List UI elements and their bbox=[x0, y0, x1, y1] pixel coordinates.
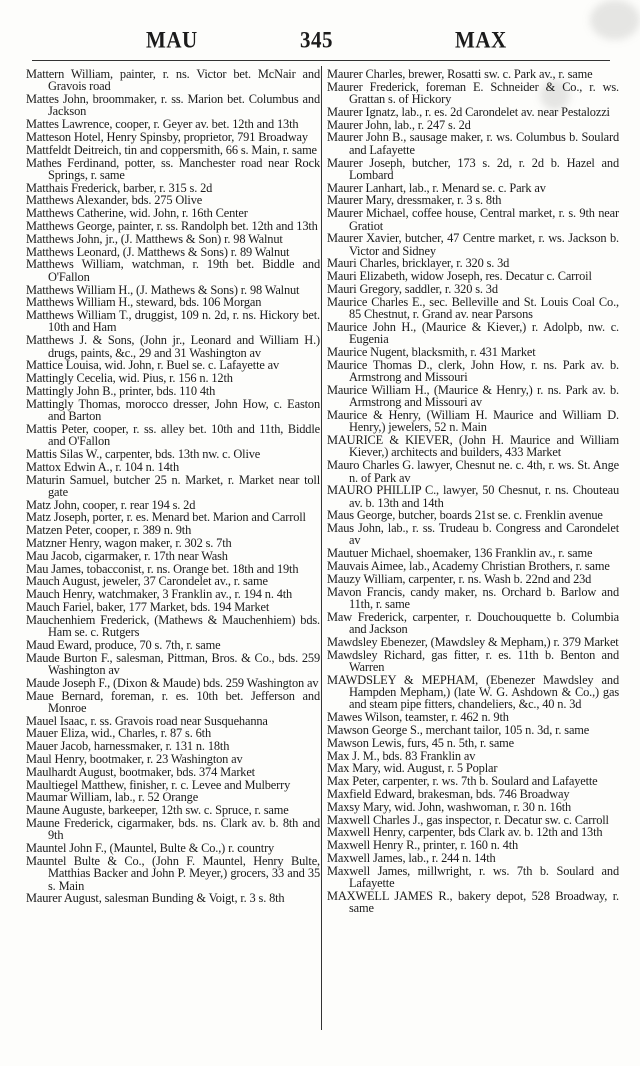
directory-entry: Maxwell James, millwright, r. ws. 7th b. Soulard and Lafayette bbox=[327, 863, 619, 890]
directory-entry: Matthews George, painter, r. ss. Randolph bet. 12th and 13th bbox=[26, 219, 318, 234]
directory-entry: Maune Frederick, cigarmaker, bds. ns. Clark av. b. 8th and 9th bbox=[26, 816, 320, 843]
directory-entry: Maurer Ignatz, lab., r. es. 2d Carondelet av. near Pestalozzi bbox=[327, 104, 610, 119]
directory-entry: Maxfield Edward, brakesman, bds. 746 Broadway bbox=[327, 786, 570, 801]
directory-entry: Mauvais Aimee, lab., Academy Christian Brothers, r. same bbox=[327, 559, 610, 574]
directory-entry: Maune Auguste, barkeeper, 12th sw. c. Spruce, r. same bbox=[26, 803, 289, 818]
directory-entry: Mattes Lawrence, cooper, r. Geyer av. bet. 12th and 13th bbox=[26, 117, 299, 132]
directory-entry: Mauzy William, carpenter, r. ns. Wash b. 22nd and 23d bbox=[327, 571, 592, 586]
directory-entry: Mauch August, jeweler, 37 Carondelet av., r. same bbox=[26, 574, 268, 589]
directory-entry: Maurice William H., (Maurice & Henry,) r. ns. Park av. b. Armstrong and Missouri av bbox=[327, 382, 619, 410]
directory-entry: MAXWELL JAMES R., bakery depot, 528 Broadway, r. same bbox=[327, 888, 619, 916]
directory-entry: Maxwell James, lab., r. 244 n. 14th bbox=[327, 850, 496, 865]
directory-entry: Maurice John H., (Maurice & Kiever,) r. Adolpb, nw. c. Eugenia bbox=[327, 319, 619, 347]
directory-entry: Mawdsley Richard, gas fitter, r. es. 11th b. Benton and Warren bbox=[327, 647, 619, 674]
directory-entry: Mavon Francis, candy maker, ns. Orchard b. Barlow and 11th, r. same bbox=[327, 584, 619, 611]
directory-entry: Maurer John B., sausage maker, r. ws. Columbus b. Soulard and Lafayette bbox=[327, 130, 619, 157]
directory-entry: Mawdsley Ebenezer, (Mawdsley & Mepham,) r. 379 Market bbox=[327, 634, 619, 649]
directory-entry: Mautuer Michael, shoemaker, 136 Franklin av., r. same bbox=[327, 546, 593, 561]
directory-entry: Mauer Jacob, harnessmaker, r. 131 n. 18th bbox=[26, 739, 230, 754]
directory-entry: Maultiegel Matthew, finisher, r. c. Levee and Mulberry bbox=[26, 777, 291, 792]
directory-entry: MAURICE & KIEVER, (John H. Maurice and William Kiever,) architects and builders, 433 Market bbox=[327, 433, 619, 460]
directory-entry: Maulhardt August, bootmaker, bds. 374 Market bbox=[26, 764, 255, 779]
header-rule bbox=[32, 60, 610, 61]
directory-entry: Maumar William, lab., r. 52 Orange bbox=[26, 790, 199, 805]
directory-entry: Maurice Thomas D., clerk, John How, r. ns. Park av. b. Armstrong and Missouri bbox=[327, 357, 619, 385]
directory-entry: Mattes John, broommaker, r. ss. Marion bet. Columbus and Jackson bbox=[26, 92, 320, 119]
directory-entry: Maurer John, lab., r. 247 s. 2d bbox=[327, 117, 471, 132]
directory-entry: Max Mary, wid. August, r. 5 Poplar bbox=[327, 761, 498, 776]
directory-entry: Maturin Samuel, butcher 25 n. Market, r. Market near toll gate bbox=[26, 472, 320, 499]
directory-entry: Matteson Hotel, Henry Spinsby, proprietor, 791 Broadway bbox=[26, 129, 308, 144]
directory-entry: Mawes Wilson, teamster, r. 462 n. 9th bbox=[327, 710, 509, 725]
directory-entry: Mauri Charles, bricklayer, r. 320 s. 3d bbox=[327, 256, 510, 271]
directory-entry: Maud Eward, produce, 70 s. 7th, r. same bbox=[26, 637, 221, 652]
directory-entry: Maue Bernard, foreman, r. es. 10th bet. Jefferson and Monroe bbox=[26, 688, 320, 715]
page-header bbox=[0, 28, 640, 58]
page-number: 345 bbox=[300, 27, 333, 53]
directory-entry: Mattfeldt Deitreich, tin and coppersmith, 66 s. Main, r. same bbox=[26, 142, 317, 157]
right-column bbox=[327, 68, 619, 915]
directory-entry: Maul Henry, bootmaker, r. 23 Washington av bbox=[26, 752, 243, 767]
directory-entry: Mauri Gregory, saddler, r. 320 s. 3d bbox=[327, 282, 498, 297]
directory-entry: Maurer Mary, dressmaker, r. 3 s. 8th bbox=[327, 193, 502, 208]
directory-entry: Mau James, tobacconist, r. ns. Orange bet. 18th and 19th bbox=[26, 561, 299, 576]
header-left-guide-word: MAU bbox=[146, 27, 198, 53]
directory-entry: Maurer Joseph, butcher, 173 s. 2d, r. 2d b. Hazel and Lombard bbox=[327, 155, 619, 182]
directory-entry: Maurice Charles E., sec. Belleville and St. Louis Coal Co., 85 Chestnut, r. Grand av. near Parsons bbox=[327, 294, 619, 322]
directory-entry: Mauer Eliza, wid., Charles, r. 87 s. 6th bbox=[26, 726, 211, 741]
directory-entry: Maurice & Henry, (William H. Maurice and William D. Henry,) jewelers, 52 n. Main bbox=[327, 408, 619, 435]
header-right-guide-word: MAX bbox=[455, 27, 507, 53]
directory-entry: Maxwell Charles J., gas inspector, r. Decatur sw. c. Carroll bbox=[327, 812, 609, 827]
directory-entry: Mattingly Cecelia, wid. Pius, r. 156 n. 12th bbox=[26, 371, 233, 386]
directory-entry: Maus George, butcher, boards 21st se. c. Frenklin avenue bbox=[327, 508, 603, 523]
directory-entry: Mattis Peter, cooper, r. ss. alley bet. 10th and 11th, Biddle and O'Fallon bbox=[26, 421, 320, 449]
directory-entry: Max J. M., bds. 83 Franklin av bbox=[327, 748, 476, 763]
directory-entry: Matzen Peter, cooper, r. 389 n. 9th bbox=[26, 523, 192, 538]
directory-entry: Matthews William H., (J. Mathews & Sons) r. 98 Walnut bbox=[26, 282, 300, 297]
directory-entry: Matthews Catherine, wid. John, r. 16th Center bbox=[26, 206, 248, 221]
directory-entry: Maurer August, salesman Bunding & Voigt, r. 3 s. 8th bbox=[26, 891, 285, 906]
directory-entry: Maude Burton F., salesman, Pittman, Bros. & Co., bds. 259 Washington av bbox=[26, 650, 320, 677]
directory-entry: MAWDSLEY & MEPHAM, (Ebenezer Mawdsley and Hampden Mepham,) (late W. G. Ashdown & Co.,) gas and steam pipe fitters, chandeliers, &c., 40 n. 3d bbox=[327, 672, 619, 712]
directory-entry: Maurer Lanhart, lab., r. Menard se. c. Park av bbox=[327, 180, 546, 195]
directory-entry: Mauch Henry, watchmaker, 3 Franklin av., r. 194 n. 4th bbox=[26, 587, 293, 602]
directory-entry: Mauri Elizabeth, widow Joseph, res. Decatur c. Carroil bbox=[327, 269, 592, 284]
directory-entry: Matthews William H., steward, bds. 106 Morgan bbox=[26, 295, 262, 310]
directory-entry: Matz Joseph, porter, r. es. Menard bet. Marion and Carroll bbox=[26, 510, 306, 525]
directory-entry: Maude Joseph F., (Dixon & Maude) bds. 259 Washington av bbox=[26, 675, 319, 690]
directory-entry: Maurer Charles, brewer, Rosatti sw. c. Park av., r. same bbox=[327, 67, 593, 81]
directory-entry: Maxsy Mary, wid. John, washwoman, r. 30 n. 16th bbox=[327, 799, 572, 814]
directory-entry: Matzner Henry, wagon maker, r. 302 s. 7th bbox=[26, 535, 232, 550]
directory-entry: Mauel Isaac, r. ss. Gravois road near Susquehanna bbox=[26, 713, 268, 728]
directory-entry: Mathes Ferdinand, potter, ss. Manchester road near Rock Springs, r. same bbox=[26, 155, 320, 182]
directory-entry: Matz John, cooper, r. rear 194 s. 2d bbox=[26, 497, 196, 512]
left-column bbox=[26, 68, 320, 905]
directory-entry: Maurice Nugent, blacksmith, r. 431 Market bbox=[327, 345, 536, 360]
directory-entry: Maxwell Henry, carpenter, bds Clark av. b. 12th and 13th bbox=[327, 825, 603, 840]
directory-entry: Matthews William, watchman, r. 19th bet. Biddle and O'Fallon bbox=[26, 257, 320, 284]
directory-entry: Mauntel John F., (Mauntel, Bulte & Co.,) r. country bbox=[26, 841, 275, 856]
directory-entry: Matthews J. & Sons, (John jr., Leonard and William H.) drugs, paints, &c., 29 and 31 Washington av bbox=[26, 333, 320, 360]
directory-entry: Maxwell Henry R., printer, r. 160 n. 4th bbox=[327, 838, 519, 853]
directory-entry: Mau Jacob, cigarmaker, r. 17th near Wash bbox=[26, 548, 228, 563]
directory-entry: MAURO PHILLIP C., lawyer, 50 Chesnut, r. ns. Chouteau av. b. 13th and 14th bbox=[327, 483, 619, 510]
directory-entry: Maw Frederick, carpenter, r. Douchouquette b. Columbia and Jackson bbox=[327, 609, 619, 637]
directory-entry: Mauro Charles G. lawyer, Chesnut ne. c. 4th, r. ws. St. Ange n. of Park av bbox=[327, 458, 619, 485]
directory-entry: Mattis Silas W., carpenter, bds. 13th nw. c. Olive bbox=[26, 446, 261, 461]
directory-entry: Maurer Michael, coffee house, Central market, r. s. 9th near Gratiot bbox=[327, 206, 619, 233]
directory-entry: Maus John, lab., r. ss. Trudeau b. Congress and Carondelet av bbox=[327, 521, 619, 548]
directory-entry: Mattice Louisa, wid. John, r. Buel se. c. Lafayette av bbox=[26, 358, 280, 373]
directory-entry: Mattern William, painter, r. ns. Victor bet. McNair and Gravois road bbox=[26, 67, 320, 94]
directory-entry: Max Peter, carpenter, r. ws. 7th b. Soulard and Lafayette bbox=[327, 774, 598, 789]
directory-entry: Mauntel Bulte & Co., (John F. Mauntel, Henry Bulte, Matthias Backer and John P. Meyer,) grocers, 33 and 35 s. Main bbox=[26, 853, 320, 893]
directory-entry: Matthews William T., druggist, 109 n. 2d, r. ns. Hickory bet. 10th and Ham bbox=[26, 308, 320, 335]
directory-entry: Mauch Fariel, baker, 177 Market, bds. 194 Market bbox=[26, 599, 270, 614]
directory-entry: Mauchenhiem Frederick, (Mathews & Mauchenhiem) bds. Ham se. c. Rutgers bbox=[26, 612, 320, 640]
directory-entry: Mattox Edwin A., r. 104 n. 14th bbox=[26, 459, 179, 474]
directory-entry: Matthews John, jr., (J. Matthews & Son) r. 98 Walnut bbox=[26, 231, 283, 246]
directory-entry: Matthews Alexander, bds. 275 Olive bbox=[26, 193, 203, 208]
column-divider bbox=[321, 66, 322, 1030]
directory-entry: Maurer Frederick, foreman E. Schneider & Co., r. ws. Grattan s. of Hickory bbox=[327, 79, 619, 107]
directory-entry: Mawson Lewis, furs, 45 n. 5th, r. same bbox=[327, 735, 515, 750]
directory-entry: Mawson George S., merchant tailor, 105 n. 3d, r. same bbox=[327, 722, 590, 737]
directory-entry: Mattingly Thomas, morocco dresser, John How, c. Easton and Barton bbox=[26, 396, 320, 424]
directory-entry: Mattingly John B., printer, bds. 110 4th bbox=[26, 383, 216, 398]
directory-entry: Matthews Leonard, (J. Matthews & Sons) r. 89 Walnut bbox=[26, 244, 290, 259]
directory-entry: Matthais Frederick, barber, r. 315 s. 2d bbox=[26, 180, 213, 195]
directory-entry: Maurer Xavier, butcher, 47 Centre market, r. ws. Jackson b. Victor and Sidney bbox=[327, 231, 619, 258]
